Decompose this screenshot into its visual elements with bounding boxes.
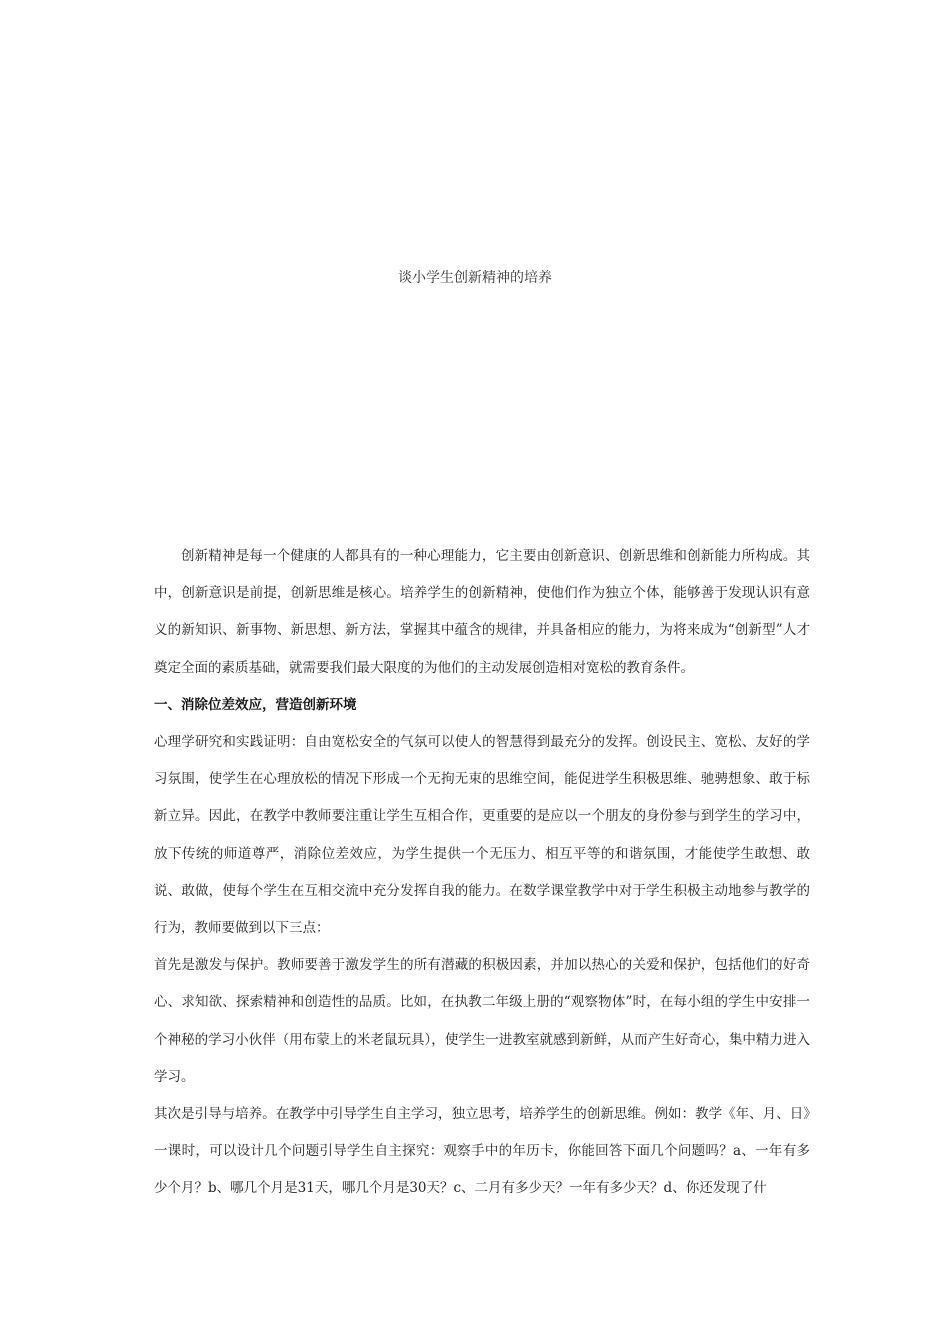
intro-paragraph: 创新精神是每一个健康的人都具有的一种心理能力，它主要由创新意识、创新思维和创新能力所构成。其中，创新意识是前提，创新思维是核心。培养学生的创新精神，使他们作为独立个体，能够善于发现认识有意义的新知识、新事物、新思想、新方法，掌握其中蕴含的规律，并具备相应的能力，为将来成为“创新型”人才奠定全面的素质基础，就需要我们最大限度的为他们的主动发展创造相对宽松的教育条件。: [154, 548, 810, 676]
section-paragraph-2: 首先是激发与保护。教师要善于激发学生的所有潜藏的积极因素，并加以热心的关爱和保护，包括他们的好奇心、求知欲、探索精神和创造性的品质。比如，在执教二年级上册的“观察物体”时，在每小组的学生中安排一个神秘的学习小伙伴（用布蒙上的米老鼠玩具），使学生一进教室就感到新鲜，从而产生好奇心，集中精力进入学习。: [154, 957, 810, 1085]
document-title: 谈小学生创新精神的培养: [398, 270, 552, 286]
section-paragraph-1: 心理学研究和实践证明：自由宽松安全的气氛可以使人的智慧得到最充分的发挥。创设民主、宽松、友好的学习氛围，使学生在心理放松的情况下形成一个无拘无束的思维空间，能促进学生积极思维、驰骋想象、敢于标新立异。因此，在教学中教师要注重让学生互相合作，更重要的是应以一个朋友的身份参与到学生的学习中，放下传统的师道尊严，消除位差效应，为学生提供一个无压力、相互平等的和谐氛围，才能使学生敢想、敢说、敢做，使每个学生在互相交流中充分发挥自我的能力。在数学课堂教学中对于学生积极主动地参与教学的行为，教师要做到以下三点：: [154, 734, 810, 937]
document-body: [154, 538, 810, 1208]
section-paragraph-3: 其次是引导与培养。在教学中引导学生自主学习，独立思考，培养学生的创新思维。例如：教学《年、月、日》一课时，可以设计几个问题引导学生自主探究：观察手中的年历卡，你能回答下面几个问题吗？a、一年有多少个月？b、哪几个月是31天，哪几个月是30天？c、二月有多少天？一年有多少天？d、你还发现了什: [154, 1106, 810, 1197]
section-heading: 一、消除位差效应，营造创新环境: [154, 696, 357, 713]
